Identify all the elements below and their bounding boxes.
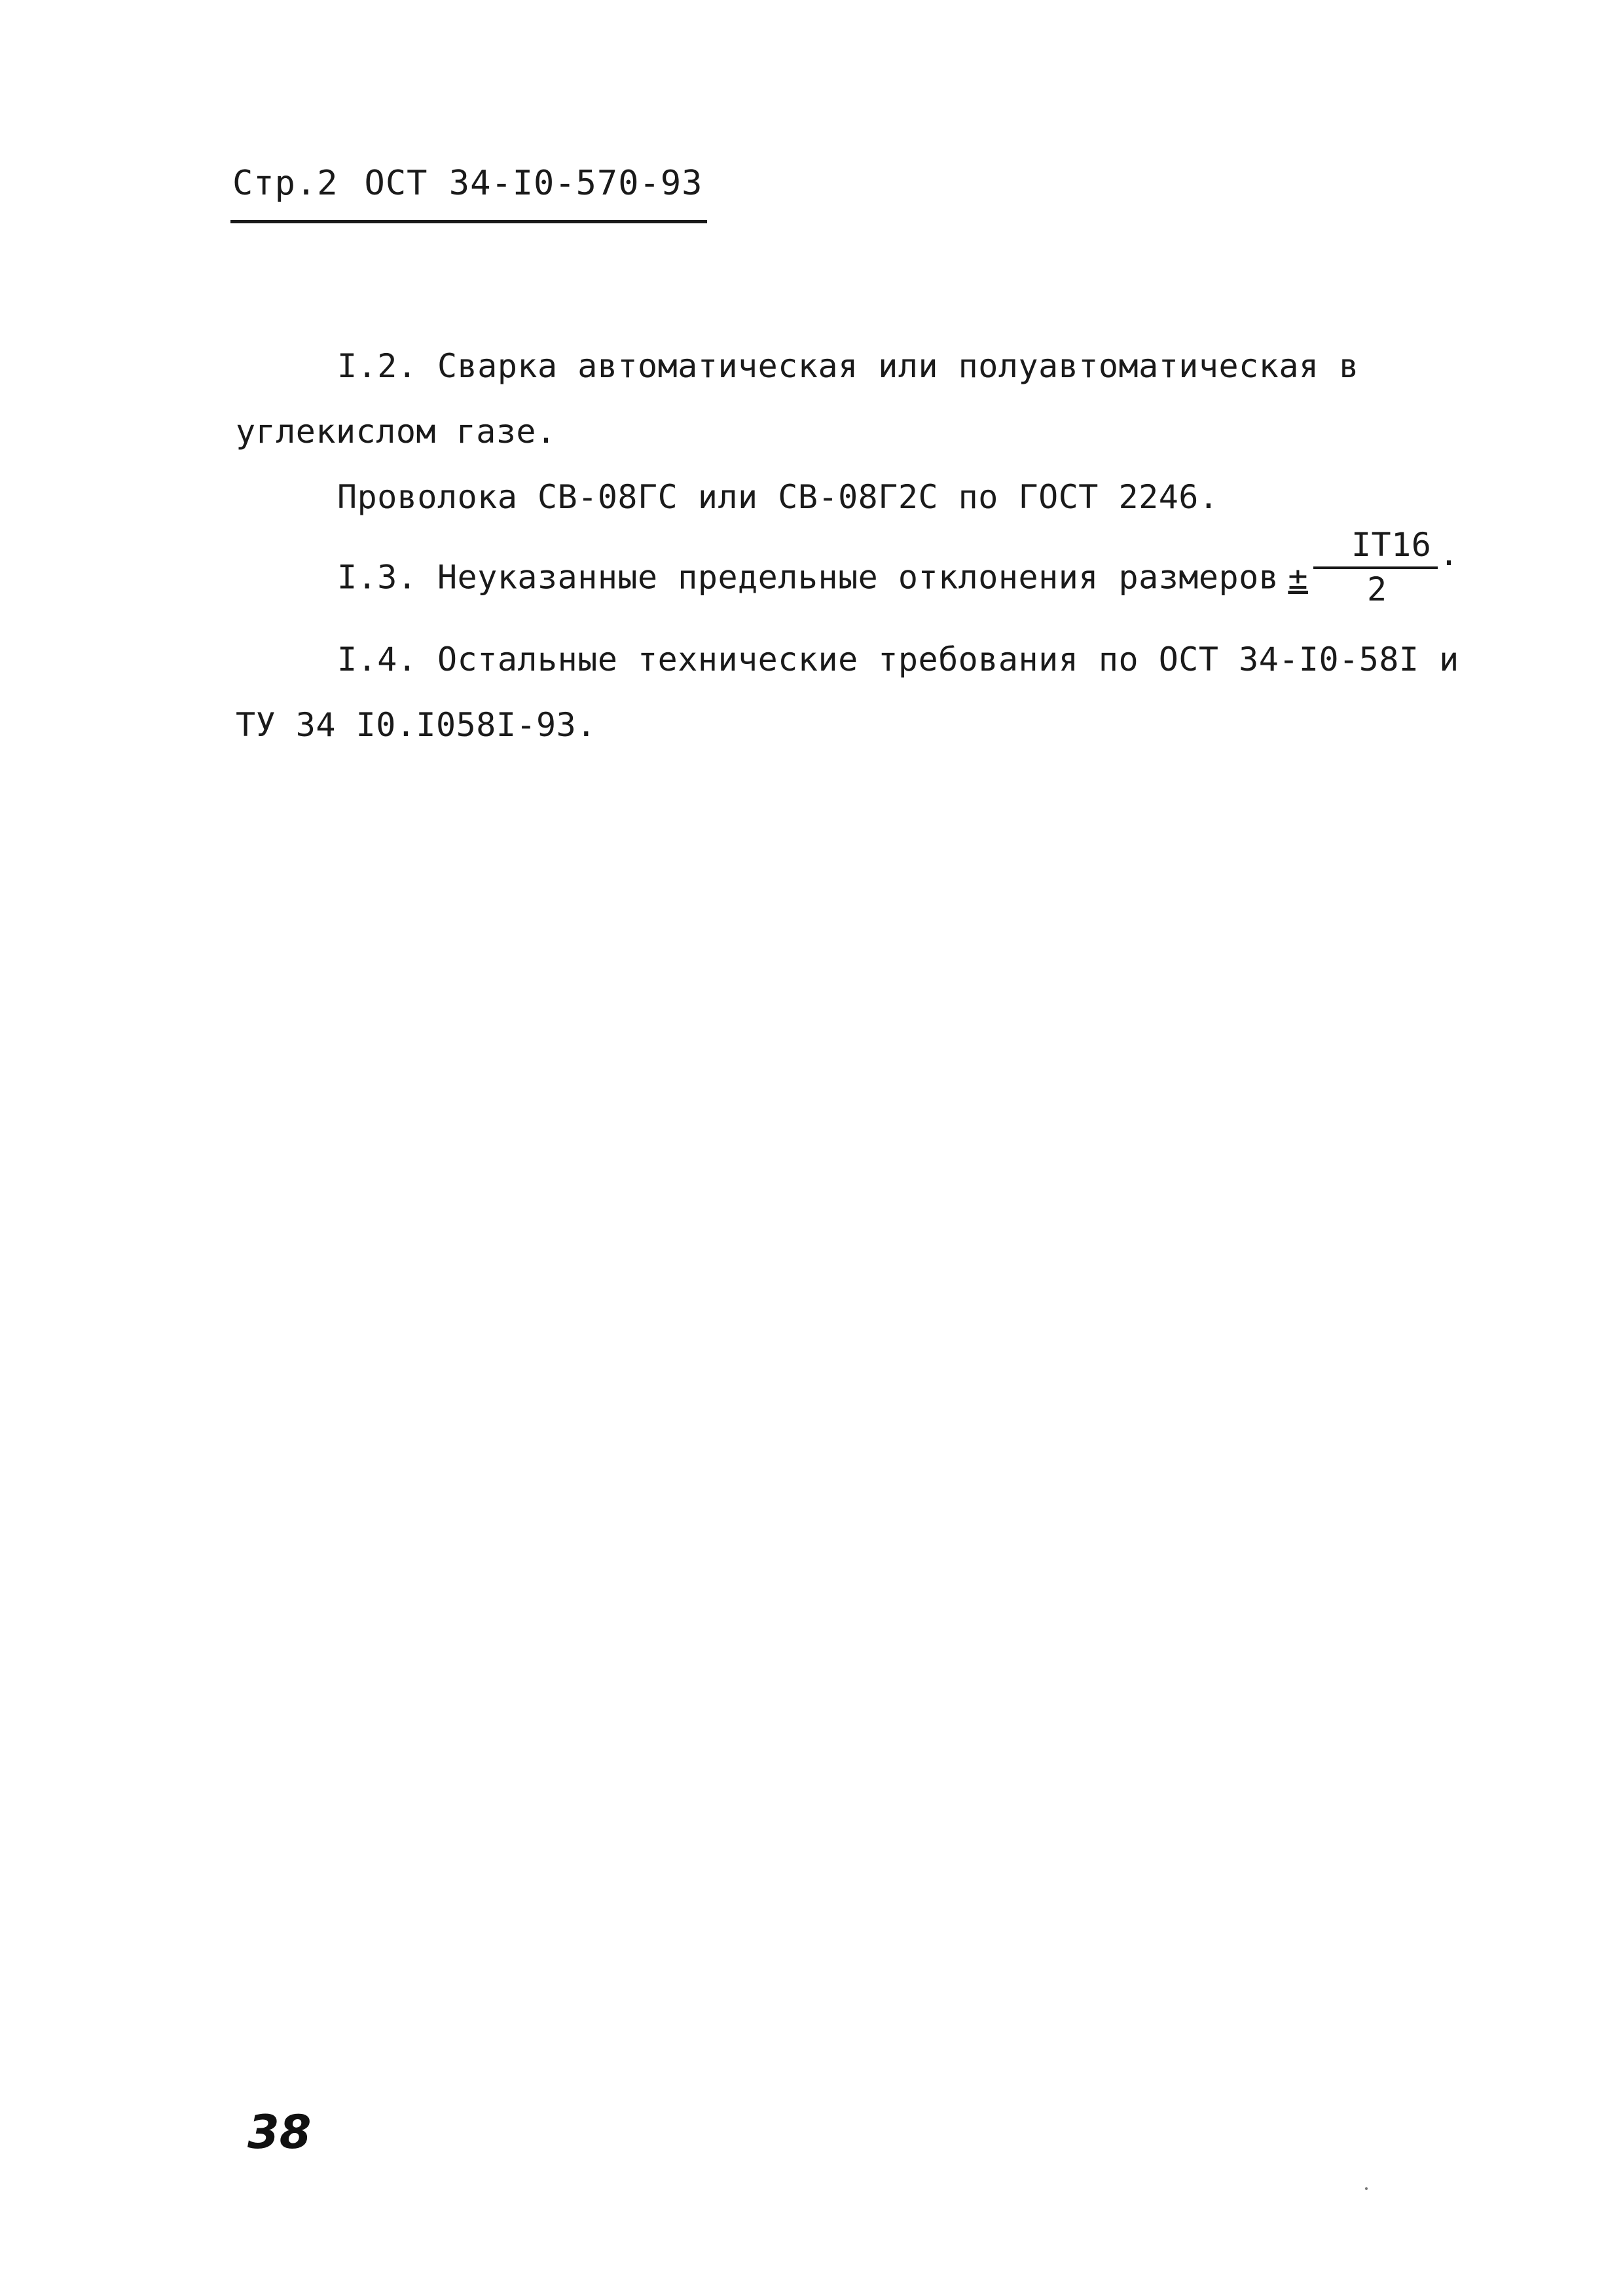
fraction-numerator: IT16 [1351,526,1432,564]
page-label: Стр.2 [232,164,338,203]
paragraph-1-2-line-2: углекислом газе. [236,413,556,451]
document-code: ОСТ 34-I0-570-93 [364,164,703,203]
paragraph-1-4-line-1: I.4. Остальные технические требования по ОСТ 34-I0-58I и [337,640,1459,678]
fraction-bar [1313,566,1438,569]
sentence-end: . [1438,535,1459,573]
page-number: 38 [247,2105,312,2159]
paragraph-1-4-line-2: ТУ 34 I0.I058I-93. [236,706,596,744]
paragraph-1-3 [337,526,1459,619]
paragraph-1-3-text: I.3. Неуказанные предельные отклонения размеров [337,558,1279,597]
wire-specification-line: Проволока СВ-08ГС или СВ-08Г2С по ГОСТ 2246. [337,478,1219,516]
page-header [232,164,702,203]
header-underline [230,220,707,223]
plus-minus-sign: ± [1288,558,1308,597]
paragraph-1-2-line-1: I.2. Сварка автоматическая или полуавтоматическая в [337,347,1359,385]
fraction-denominator: 2 [1366,570,1387,608]
scan-speck [1365,2187,1368,2190]
tolerance-fraction [1313,526,1459,619]
